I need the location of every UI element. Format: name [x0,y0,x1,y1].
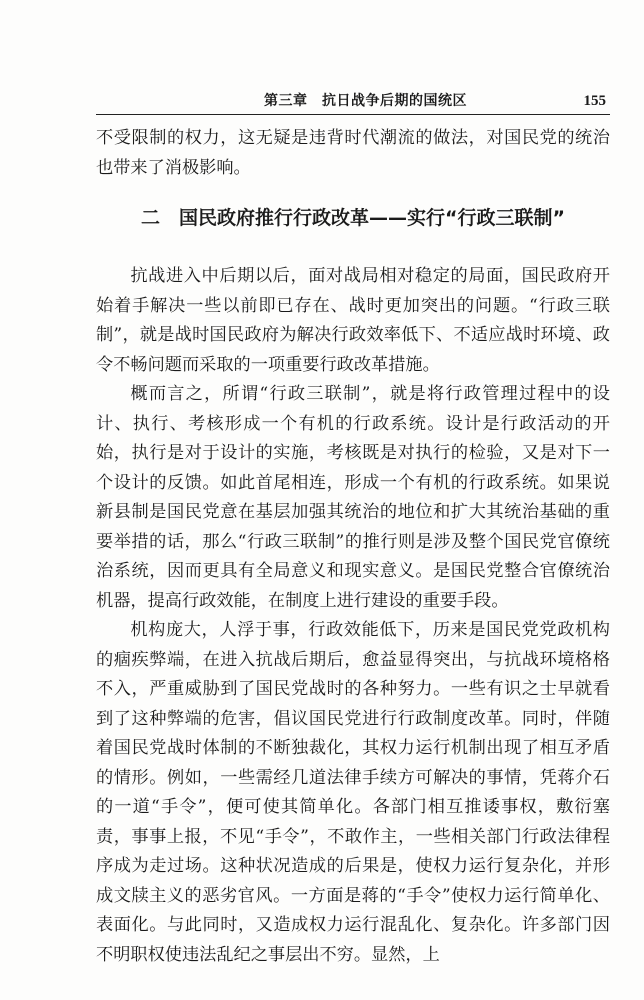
paragraph: 抗战进入中后期以后，面对战局相对稳定的局面，国民政府开始着手解决一些以前即已存在、战时更加突出的问题。“行政三联制”，就是战时国民政府为解决行政效率低下、不适应战时环境、政令不畅问题而采取的一项重要行政改革措施。 [96,266,610,375]
page-number: 155 [583,93,606,109]
continuation-paragraph: 不受限制的权力，这无疑是违背时代潮流的做法，对国民党的统治也带来了消极影响。 [96,128,610,178]
paragraph: 概而言之，所谓“行政三联制”，就是将行政管理过程中的设计、执行、考核形成一个有机的行政系统。设计是行政活动的开始，执行是对于设计的实施，考核既是对执行的检验，又是对下一个设计的反馈。如此首尾相连，形成一个有机的行政系统。如果说新县制是国民党意在基层加强其统治的地位和扩大其统治基础的重要举措的话，那么“行政三联制”的推行则是涉及整个国民党官僚统治系统，因而更具有全局意义和现实意义。是国民党整合官僚统治机器，提高行政效能，在制度上进行建设的重要手段。 [96,384,610,611]
section-heading: 二 国民政府推行行政改革——实行“行政三联制” [141,207,565,229]
paragraph: 机构庞大，人浮于事，行政效能低下，历来是国民党党政机构的痼疾弊端，在进入抗战后期后，愈益显得突出，与抗战环境格格不入，严重威胁到了国民党战时的各种努力。一些有识之士早就看到了这种弊端的危害，倡议国民党进行行政制度改革。同时，伴随着国民党战时体制的不断独裁化，其权力运行机制出现了相互矛盾的情形。例如，一些需经几道法律手续方可解决的事情，凭蒋介石的一道“手令”，便可使其简单化。各部门相互推诿事权，敷衍塞责，事事上报，不见“手令”，不敢作主，一些相关部门行政法律程序成为走过场。这种状况造成的后果是，使权力运行复杂化，并形成文牍主义的恶劣官风。一方面是蒋的“手令”使权力运行简单化、表面化。与此同时，又造成权力运行混乱化、复杂化。许多部门因不明职权使违法乱纪之事层出不穷。显然，上 [96,620,610,965]
header-rule [96,114,610,115]
running-header [96,92,606,114]
chapter-title: 第三章 抗日战争后期的国统区 [264,93,467,109]
section-body [96,262,610,970]
